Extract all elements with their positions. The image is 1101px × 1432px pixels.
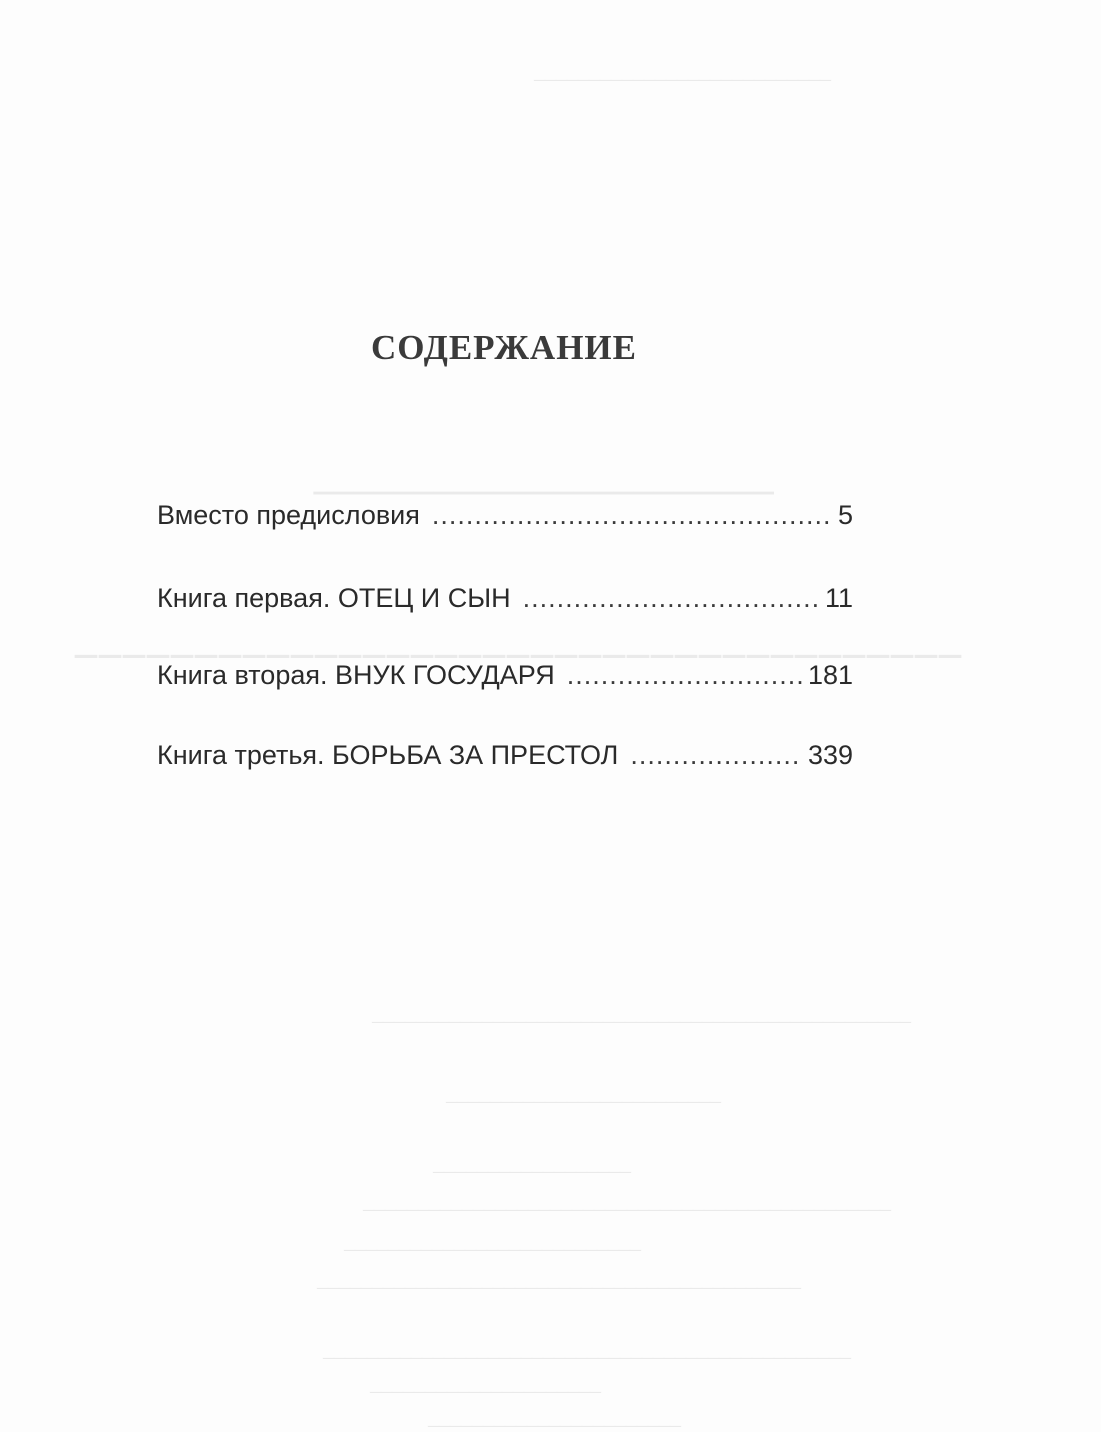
toc-entry-page: 11 bbox=[824, 583, 853, 613]
dot-leader bbox=[523, 583, 819, 614]
toc-entry-label: Книга вторая. ВНУК ГОСУДАРЯ bbox=[157, 660, 555, 690]
page-title: СОДЕРЖАНИЕ bbox=[370, 328, 637, 367]
show-through-background: ___________________________ _______________________ _____________________________________ _________________________________________________ _________________________ __________________ ________________________________________________ ___________________________ ____________________________________________ ________________________________________________ _____________________ _______________________ bbox=[73, 58, 961, 1429]
toc-entry-label: Вместо предисловия bbox=[157, 500, 420, 530]
toc-entry-page: 5 bbox=[837, 500, 853, 530]
toc-entry bbox=[157, 740, 853, 771]
toc-entry-label: Книга третья. БОРЬБА ЗА ПРЕСТОЛ bbox=[157, 740, 619, 770]
dot-leader bbox=[567, 660, 802, 691]
toc-entry-page: 339 bbox=[807, 740, 853, 770]
toc-entry-label: Книга первая. ОТЕЦ И СЫН bbox=[157, 583, 511, 613]
dot-leader bbox=[630, 740, 802, 771]
toc-entry bbox=[157, 583, 853, 614]
dot-leader bbox=[432, 500, 832, 531]
toc-entry bbox=[157, 500, 853, 531]
toc-entry-page: 181 bbox=[807, 660, 853, 690]
toc-entry bbox=[157, 660, 853, 691]
